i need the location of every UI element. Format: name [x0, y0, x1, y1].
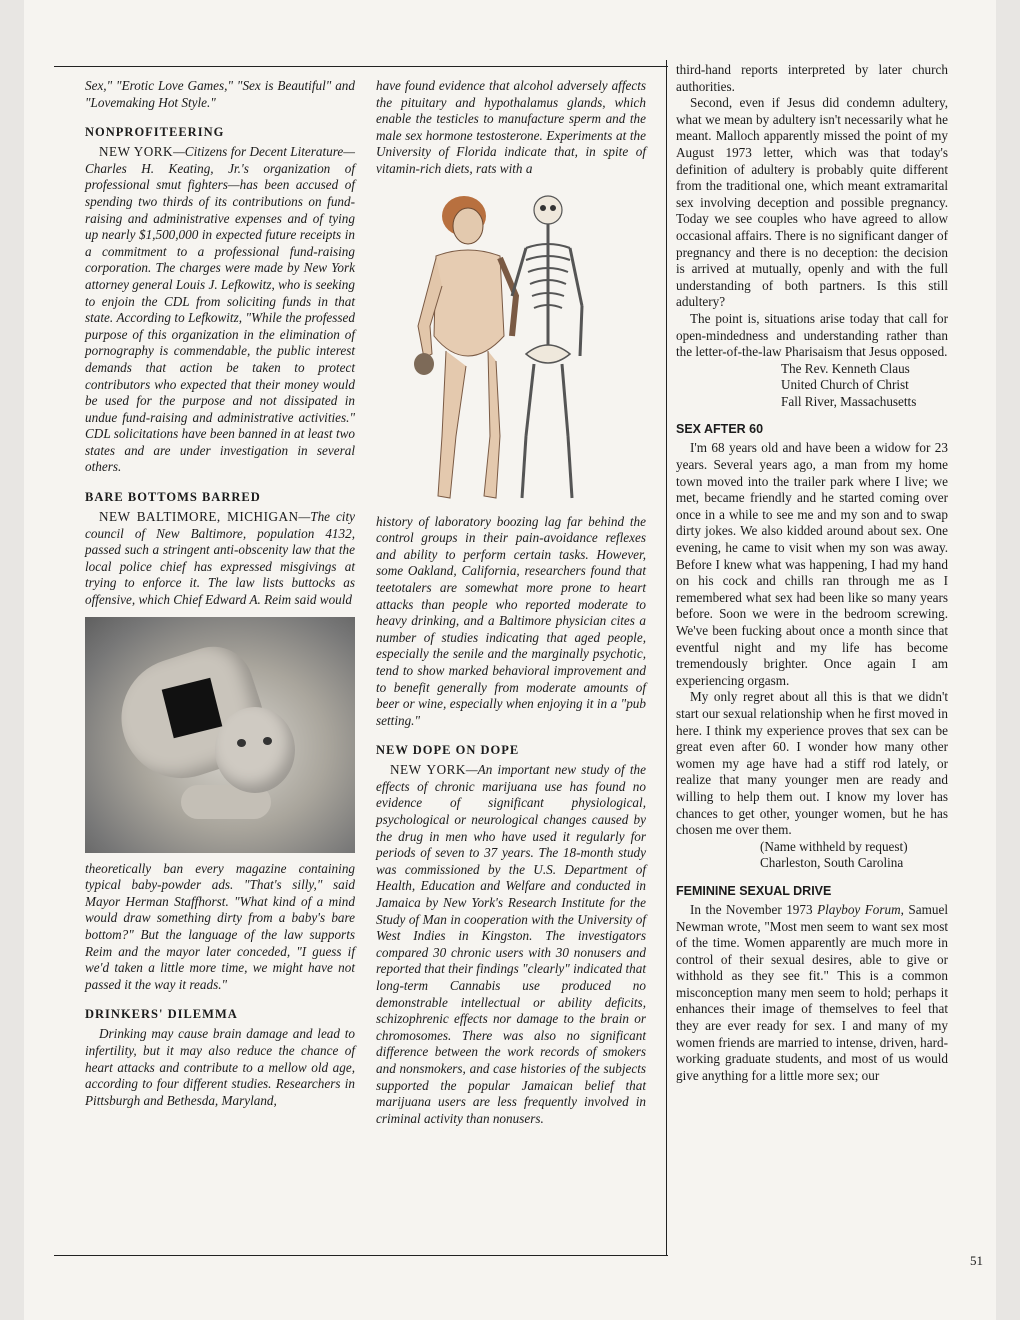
letter-paragraph: [676, 902, 948, 1085]
signature-line: Charleston, South Carolina: [760, 855, 904, 871]
text-run: In the November 1973: [690, 901, 818, 917]
baby-eye: [237, 739, 246, 747]
intro-paragraph: Sex," "Erotic Love Games," "Sex is Beautiful" and "Lovemaking Hot Style.": [85, 78, 355, 110]
letter-paragraph: I'm 68 years old and have been a widow for 23 years. Several years ago, a man from my home town moved into the trailer park where I live; we met, became friendly and he started coming over once in a while to see me and my son and to swap dirty jokes. We also kidded around about sex. One evening, he came to visit when my son was away. Before I knew what was happening, I had my hand on his cock and chills ran through me as I remembered what sex had been like so many years before. Soon we were in the bedroom screwing. We've been fucking about once a month since that eventful night and my life has become tremendously brighter. Once again I am experiencing orgasm.: [676, 440, 948, 688]
letter-continued: third-hand reports interpreted by later church authorities.: [676, 62, 948, 94]
heading-drinkers: DRINKERS' DILEMMA: [85, 1007, 238, 1022]
heading-nonprofiteering: NONPROFITEERING: [85, 125, 225, 140]
dateline: NEW BALTIMORE, MICHIGAN: [99, 509, 299, 525]
baby-eye: [263, 737, 272, 745]
heading-feminine-sexual-drive: FEMININE SEXUAL DRIVE: [676, 883, 832, 898]
heading-new-dope: NEW DOPE ON DOPE: [376, 743, 520, 758]
text-run: , Samuel Newman wrote, "Most men seem to want sex most of the time. Women apparently are much more in control of their sexual desires, able to give or withhold as they see fit." This is a common misconception many men seem to hold; perhaps it enhances their image of themselves to feel that they are ever ready for sex. I and many of my women friends are married to intense, driven, hard-working graduate students, and most of us would give anything for a little more sex; our: [676, 901, 948, 1083]
dateline: NEW YORK: [390, 762, 466, 778]
column-3: [676, 62, 948, 1084]
heading-bare-bottoms: BARE BOTTOMS BARRED: [85, 490, 261, 505]
column-1: [85, 78, 355, 1109]
signature-line: United Church of Christ: [781, 377, 909, 393]
page-number: 51: [970, 1253, 983, 1268]
bottom-rule: [54, 1255, 668, 1256]
signature-line: The Rev. Kenneth Claus: [781, 360, 910, 376]
anatomy-illustration: [376, 186, 646, 506]
bare-article-continued: theoretically ban every magazine containing typical baby-powder ads. "That's silly," said Mayor Herman Staffhorst. "What kind of a mind would draw something dirty from a baby's bare bottom?" But the language of the law supports Reim and the mayor later conceded, "I guess if we'd taken a little more time, we might have not passed it the way it reads.": [85, 860, 355, 992]
magazine-page: [24, 0, 996, 1320]
letter-paragraph: My only regret about all this is that we didn't start our sexual relationship when he first moved in here. I think my experience proves that sex can be great even after 60. I wonder how many other women my age have had a stiff rod lately, or realize that many younger men are ready and willing to help them out. I know my lover has chances to get other, younger women, but he has chosen me over them.: [676, 689, 948, 838]
column-divider: [666, 60, 667, 1256]
baby-photo: [85, 617, 355, 853]
article-text: —The city council of New Baltimore, population 4132, passed such a stringent anti-obscenity law that the local police chief has expressed misgivings at trying to enforce it. The law lists buttocks as offensive, which Chief Edward A. Reim said would: [85, 509, 355, 608]
publication-title: Playboy Forum: [817, 901, 901, 917]
letter-paragraph: Second, even if Jesus did condemn adultery, what we mean by adultery isn't necessarily what he meant. Malloch apparently missed the point of my August 1973 letter, which was that today's definition of adultery is probably quite different from the traditional one, which meant extramarital sex involving deception and possible pregnancy. Today we see couples who have agreed to allow occasional affairs. There is no significant danger of pregnancy and there is no deception: the decision is arrived at mutually, openly and with the full understanding of both partners. Is this still adultery?: [676, 95, 948, 310]
column-2: [376, 78, 646, 1127]
article-text: —Citizens for Decent Literature—Charles H. Keating, Jr.'s organization of professional smut fighters—has been accused of spending two thirds of its contributions on fund-raising and administrative expenses and of tying up nearly $1,500,000 in expected future receipts in a commitment to a professional fund-raising corporation. The charges were made by New York attorney general Louis J. Lefkowitz, who is seeking to enjoin the CDL from soliciting funds in that state. According to Lefkowitz, "While the professed purpose of this organization in the elimination of pornography is commendable, the public interest demands that action be taken to protect contributors who expected that their money would be used for the purpose and not dissipated in undue fund-raising and administrative activities." CDL solicitations have been banned in at least two states and are under investigation in several others.: [85, 144, 355, 475]
baby-head: [215, 707, 295, 793]
signature-line: (Name withheld by request): [760, 838, 908, 854]
nonprofit-article: [85, 144, 355, 476]
signature-line: Fall River, Massachusetts: [781, 393, 917, 409]
heading-sex-after-60: SEX AFTER 60: [676, 422, 764, 437]
article-text: —An important new study of the effects of chronic marijuana use has found no evidence of significant physiological, psychological or neurological changes caused by the drug in men who have used it regularly for periods of seven to 37 years. The 18-month study was commissioned by the U.S. Department of Health, Education and Welfare and conducted in Jamaica by New York's Research Institute for the Study of Man in cooperation with the University of West Indies in Kingston. The investigators compared 30 chronic users with 30 nonusers and reported that their findings "clearly" indicated that long-term Cannabis use produced no demonstrable intellectual or ability deficits, schizophrenic effects nor damage to the brain or chromosomes. There was also no significant difference between the work records of smokers and nonsmokers, and case histories of the subjects supported the popular Jamaican belief that marijuana users are less frequently involved in criminal activity than nonusers.: [376, 762, 646, 1126]
drinkers-article: Drinking may cause brain damage and lead to infertility, but it may also reduce the chance of heart attacks and contribute to a mellow old age, according to four different studies. Researchers in Pittsburgh and Bethesda, Maryland,: [85, 1026, 355, 1108]
dope-article: [376, 762, 646, 1127]
letter-paragraph: The point is, situations arise today that call for open-mindedness and understanding rather than the letter-of-the-law Pharisaism that Jesus opposed.: [676, 310, 948, 360]
man-and-skeleton-drawing: [376, 186, 646, 506]
bare-article: [85, 509, 355, 609]
drinkers-continued-2: history of laboratory boozing lag far behind the control groups in their pain-avoidance reflexes and ability to perform certain tasks. However, some Oakland, California, researchers found that teetotalers are somewhat more prone to heart attacks than people who reported moderate to heavy drinking, and a Baltimore physician cites a number of studies indicating that aged people, especially the senile and the marginally psychotic, tend to show marked behavioral improvement and to benefit generally from moderate amounts of beer or wine, especially when enjoying it in a "pub setting.": [376, 513, 646, 728]
drinkers-continued: have found evidence that alcohol adversely affects the pituitary and hypothalamus glands, which enable the testicles to manufacture sperm and the male sex hormone testosterone. Experiments at the University of Florida indicate that, in spite of vitamin-rich diets, rats with a: [376, 78, 646, 176]
dateline: NEW YORK: [99, 144, 174, 160]
top-rule: [54, 66, 668, 67]
